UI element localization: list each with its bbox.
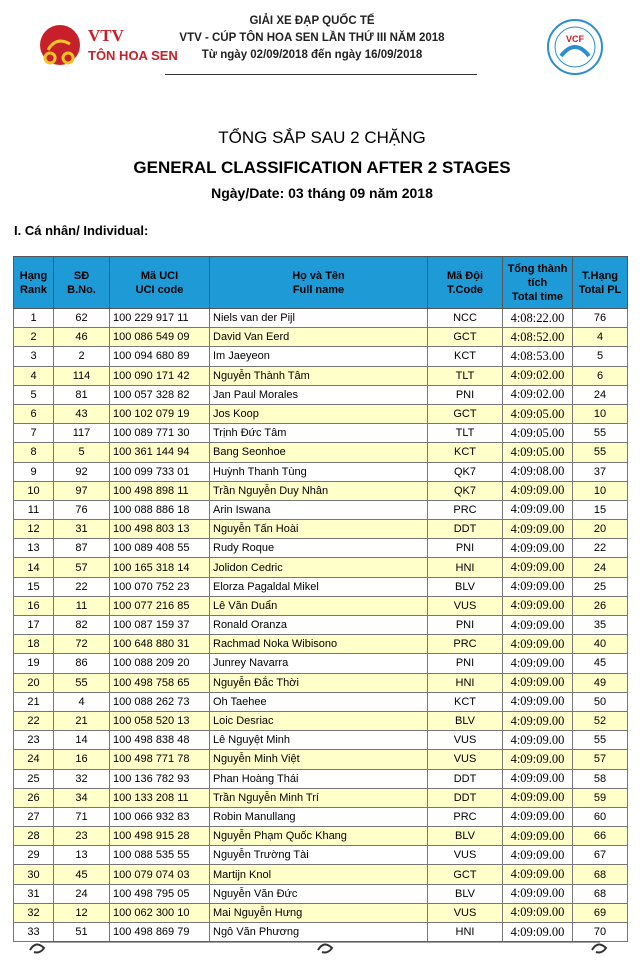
cyclist-mark-icon	[592, 944, 606, 952]
cell-team: VUS	[428, 596, 503, 615]
footer-decoration	[0, 932, 644, 960]
cell-time: 4:09:09.00	[503, 807, 573, 826]
cell-time: 4:09:02.00	[503, 385, 573, 404]
cell-name: Rachmad Noka Wibisono	[210, 635, 428, 654]
cyclist-mark-icon	[318, 944, 332, 952]
table-row	[14, 750, 628, 769]
cell-team: GCT	[428, 404, 503, 423]
cell-team: VUS	[428, 846, 503, 865]
cell-name: David Van Eerd	[210, 328, 428, 347]
cell-total-pl: 45	[573, 654, 628, 673]
cell-uci-code: 100 079 074 03	[110, 865, 210, 884]
cell-rank: 13	[14, 539, 54, 558]
cell-name: Nguyễn Tấn Hoài	[210, 520, 428, 539]
cell-bib: 87	[54, 539, 110, 558]
title-english: GENERAL CLASSIFICATION AFTER 2 STAGES	[133, 158, 511, 177]
cell-name: Nguyễn Trường Tài	[210, 846, 428, 865]
cell-name: Trần Nguyễn Duy Nhân	[210, 481, 428, 500]
cell-total-pl: 26	[573, 596, 628, 615]
cell-time: 4:09:02.00	[503, 366, 573, 385]
table-row	[14, 500, 628, 519]
table-row	[14, 654, 628, 673]
cell-name: Jolidon Cedric	[210, 558, 428, 577]
cell-rank: 21	[14, 692, 54, 711]
table-row	[14, 884, 628, 903]
cell-bib: 81	[54, 385, 110, 404]
cell-rank: 31	[14, 884, 54, 903]
cell-uci-code: 100 133 208 11	[110, 788, 210, 807]
cell-total-pl: 67	[573, 846, 628, 865]
cell-team: PRC	[428, 635, 503, 654]
cell-bib: 46	[54, 328, 110, 347]
cell-time: 4:09:09.00	[503, 903, 573, 922]
cell-name: Nguyễn Văn Đức	[210, 884, 428, 903]
cell-time: 4:09:09.00	[503, 923, 573, 942]
cell-bib: 57	[54, 558, 110, 577]
cell-name: Arin Iswana	[210, 500, 428, 519]
cell-name: Jos Koop	[210, 404, 428, 423]
cell-time: 4:09:05.00	[503, 424, 573, 443]
cell-total-pl: 76	[573, 309, 628, 328]
cell-team: PNI	[428, 539, 503, 558]
cell-rank: 29	[14, 846, 54, 865]
cell-uci-code: 100 070 752 23	[110, 577, 210, 596]
cell-name: Phan Hoàng Thái	[210, 769, 428, 788]
cell-uci-code: 100 088 535 55	[110, 846, 210, 865]
cell-time: 4:09:09.00	[503, 520, 573, 539]
cell-name: Martijn Knol	[210, 865, 428, 884]
cell-time: 4:09:08.00	[503, 462, 573, 481]
cell-team: VUS	[428, 731, 503, 750]
cell-time: 4:09:09.00	[503, 884, 573, 903]
table-row	[14, 692, 628, 711]
cell-rank: 25	[14, 769, 54, 788]
cell-uci-code: 100 057 328 82	[110, 385, 210, 404]
table-row	[14, 539, 628, 558]
cell-total-pl: 10	[573, 404, 628, 423]
cell-total-pl: 66	[573, 827, 628, 846]
table-row	[14, 558, 628, 577]
cell-bib: 23	[54, 827, 110, 846]
cell-uci-code: 100 498 915 28	[110, 827, 210, 846]
table-row	[14, 731, 628, 750]
cell-rank: 19	[14, 654, 54, 673]
cell-uci-code: 100 229 917 11	[110, 309, 210, 328]
cell-rank: 32	[14, 903, 54, 922]
cell-uci-code: 100 086 549 09	[110, 328, 210, 347]
logo-brand-top: VTV	[88, 26, 124, 45]
event-header-line2: VTV - CÚP TÔN HOA SEN LẦN THỨ III NĂM 2018	[179, 32, 445, 44]
cell-total-pl: 60	[573, 807, 628, 826]
cell-name: Nguyễn Minh Việt	[210, 750, 428, 769]
cell-uci-code: 100 361 144 94	[110, 443, 210, 462]
cell-rank: 27	[14, 807, 54, 826]
cell-rank: 10	[14, 481, 54, 500]
cell-team: TLT	[428, 424, 503, 443]
cell-uci-code: 100 090 171 42	[110, 366, 210, 385]
cell-name: Ngô Văn Phương	[210, 923, 428, 942]
cell-team: NCC	[428, 309, 503, 328]
cell-name: Junrey Navarra	[210, 654, 428, 673]
cell-team: PNI	[428, 654, 503, 673]
cell-bib: 16	[54, 750, 110, 769]
table-row	[14, 635, 628, 654]
cell-rank: 6	[14, 404, 54, 423]
cell-team: PNI	[428, 616, 503, 635]
cell-bib: 45	[54, 865, 110, 884]
event-header-line1: GIẢI XE ĐẠP QUỐC TẾ	[249, 15, 375, 27]
cell-team: KCT	[428, 692, 503, 711]
cell-team: QK7	[428, 462, 503, 481]
table-row	[14, 347, 628, 366]
cell-rank: 16	[14, 596, 54, 615]
cell-team: DDT	[428, 520, 503, 539]
cell-time: 4:09:09.00	[503, 865, 573, 884]
col-total-pl: T.Hạng Total PL	[573, 257, 628, 309]
cell-time: 4:09:09.00	[503, 731, 573, 750]
cell-total-pl: 25	[573, 577, 628, 596]
cell-rank: 5	[14, 385, 54, 404]
cell-rank: 28	[14, 827, 54, 846]
cell-name: Im Jaeyeon	[210, 347, 428, 366]
table-row	[14, 769, 628, 788]
cell-uci-code: 100 066 932 83	[110, 807, 210, 826]
cell-rank: 24	[14, 750, 54, 769]
cell-bib: 11	[54, 596, 110, 615]
table-row	[14, 443, 628, 462]
cell-time: 4:09:09.00	[503, 673, 573, 692]
cell-uci-code: 100 088 886 18	[110, 500, 210, 519]
cell-team: HNI	[428, 558, 503, 577]
cell-uci-code: 100 077 216 85	[110, 596, 210, 615]
cell-name: Jan Paul Morales	[210, 385, 428, 404]
cyclist-mark-icon	[30, 944, 44, 952]
cell-total-pl: 22	[573, 539, 628, 558]
cell-time: 4:09:09.00	[503, 539, 573, 558]
cell-team: BLV	[428, 577, 503, 596]
vtv-ton-hoa-sen-logo	[38, 20, 183, 70]
cell-total-pl: 59	[573, 788, 628, 807]
cell-bib: 14	[54, 731, 110, 750]
cell-team: DDT	[428, 788, 503, 807]
cell-name: Oh Taehee	[210, 692, 428, 711]
cell-rank: 4	[14, 366, 54, 385]
section-label: I. Cá nhân/ Individual:	[14, 223, 149, 238]
cell-rank: 11	[14, 500, 54, 519]
cell-uci-code: 100 498 771 78	[110, 750, 210, 769]
cell-rank: 23	[14, 731, 54, 750]
cell-team: QK7	[428, 481, 503, 500]
cell-bib: 32	[54, 769, 110, 788]
cell-uci-code: 100 136 782 93	[110, 769, 210, 788]
cell-time: 4:09:09.00	[503, 596, 573, 615]
cell-bib: 82	[54, 616, 110, 635]
cell-name: Bang Seonhoe	[210, 443, 428, 462]
cell-time: 4:09:05.00	[503, 404, 573, 423]
cell-time: 4:09:09.00	[503, 692, 573, 711]
cell-rank: 30	[14, 865, 54, 884]
cell-time: 4:09:09.00	[503, 846, 573, 865]
cell-uci-code: 100 498 869 79	[110, 923, 210, 942]
cell-team: BLV	[428, 711, 503, 730]
cell-total-pl: 52	[573, 711, 628, 730]
cell-total-pl: 40	[573, 635, 628, 654]
cell-uci-code: 100 498 758 65	[110, 673, 210, 692]
cell-total-pl: 50	[573, 692, 628, 711]
cell-time: 4:09:09.00	[503, 788, 573, 807]
table-body	[14, 309, 628, 942]
table-row	[14, 328, 628, 347]
cell-bib: 34	[54, 788, 110, 807]
cell-total-pl: 35	[573, 616, 628, 635]
table-row	[14, 788, 628, 807]
cell-rank: 18	[14, 635, 54, 654]
cell-bib: 5	[54, 443, 110, 462]
cell-name: Niels van der Pijl	[210, 309, 428, 328]
cell-name: Lê Nguyệt Minh	[210, 731, 428, 750]
cell-time: 4:09:09.00	[503, 827, 573, 846]
table-row	[14, 846, 628, 865]
cell-time: 4:09:09.00	[503, 769, 573, 788]
cell-bib: 114	[54, 366, 110, 385]
cell-bib: 117	[54, 424, 110, 443]
cell-total-pl: 68	[573, 884, 628, 903]
cell-bib: 97	[54, 481, 110, 500]
cell-bib: 21	[54, 711, 110, 730]
table-row	[14, 577, 628, 596]
cell-team: PNI	[428, 385, 503, 404]
cell-bib: 86	[54, 654, 110, 673]
cell-bib: 31	[54, 520, 110, 539]
table-row	[14, 462, 628, 481]
cell-team: PRC	[428, 500, 503, 519]
cell-bib: 51	[54, 923, 110, 942]
cell-uci-code: 100 087 159 37	[110, 616, 210, 635]
cell-rank: 22	[14, 711, 54, 730]
col-bib-number: SĐ B.No.	[54, 257, 110, 309]
cell-uci-code: 100 089 408 55	[110, 539, 210, 558]
cell-time: 4:09:09.00	[503, 577, 573, 596]
cell-name: Mai Nguyễn Hưng	[210, 903, 428, 922]
cell-team: HNI	[428, 923, 503, 942]
cell-team: BLV	[428, 827, 503, 846]
cell-bib: 12	[54, 903, 110, 922]
cell-total-pl: 5	[573, 347, 628, 366]
cell-uci-code: 100 165 318 14	[110, 558, 210, 577]
cell-uci-code: 100 648 880 31	[110, 635, 210, 654]
cell-name: Ronald Oranza	[210, 616, 428, 635]
classification-table	[13, 256, 628, 942]
cell-time: 4:09:09.00	[503, 711, 573, 730]
cell-rank: 33	[14, 923, 54, 942]
cell-uci-code: 100 088 262 73	[110, 692, 210, 711]
cell-rank: 20	[14, 673, 54, 692]
cell-bib: 22	[54, 577, 110, 596]
cell-time: 4:09:09.00	[503, 558, 573, 577]
cell-time: 4:09:09.00	[503, 635, 573, 654]
cell-bib: 71	[54, 807, 110, 826]
cell-rank: 12	[14, 520, 54, 539]
cell-bib: 24	[54, 884, 110, 903]
cell-rank: 8	[14, 443, 54, 462]
cell-team: VUS	[428, 903, 503, 922]
col-team-code: Mã Đội T.Code	[428, 257, 503, 309]
cell-rank: 15	[14, 577, 54, 596]
cell-team: KCT	[428, 347, 503, 366]
cell-team: VUS	[428, 750, 503, 769]
cell-uci-code: 100 498 803 13	[110, 520, 210, 539]
cell-uci-code: 100 062 300 10	[110, 903, 210, 922]
col-rank: Hạng Rank	[14, 257, 54, 309]
cell-total-pl: 68	[573, 865, 628, 884]
cell-team: GCT	[428, 328, 503, 347]
cell-team: HNI	[428, 673, 503, 692]
title-vietnamese: TỔNG SẮP SAU 2 CHẶNG	[218, 128, 426, 147]
cell-rank: 17	[14, 616, 54, 635]
cell-total-pl: 55	[573, 731, 628, 750]
cell-bib: 4	[54, 692, 110, 711]
table-row	[14, 520, 628, 539]
cell-name: Lê Văn Duẩn	[210, 596, 428, 615]
cell-total-pl: 49	[573, 673, 628, 692]
cell-name: Nguyễn Thành Tâm	[210, 366, 428, 385]
cell-total-pl: 15	[573, 500, 628, 519]
table-row	[14, 424, 628, 443]
cell-bib: 55	[54, 673, 110, 692]
cell-name: Nguyễn Đắc Thời	[210, 673, 428, 692]
cell-name: Elorza Pagaldal Mikel	[210, 577, 428, 596]
cell-rank: 1	[14, 309, 54, 328]
table-header-row	[14, 257, 628, 309]
cell-team: GCT	[428, 865, 503, 884]
cell-total-pl: 55	[573, 443, 628, 462]
cell-uci-code: 100 058 520 13	[110, 711, 210, 730]
cell-team: TLT	[428, 366, 503, 385]
cell-uci-code: 100 102 079 19	[110, 404, 210, 423]
cell-rank: 2	[14, 328, 54, 347]
cell-time: 4:09:09.00	[503, 750, 573, 769]
cell-rank: 26	[14, 788, 54, 807]
cell-bib: 2	[54, 347, 110, 366]
cell-total-pl: 20	[573, 520, 628, 539]
cell-team: KCT	[428, 443, 503, 462]
cell-uci-code: 100 498 795 05	[110, 884, 210, 903]
cell-name: Loic Desriac	[210, 711, 428, 730]
cell-team: DDT	[428, 769, 503, 788]
cell-total-pl: 4	[573, 328, 628, 347]
cell-bib: 92	[54, 462, 110, 481]
col-uci-code: Mã UCI UCI code	[110, 257, 210, 309]
table-row	[14, 404, 628, 423]
cell-name: Huỳnh Thanh Tùng	[210, 462, 428, 481]
cell-total-pl: 6	[573, 366, 628, 385]
cell-team: PRC	[428, 807, 503, 826]
table-row	[14, 827, 628, 846]
table-row	[14, 385, 628, 404]
cell-time: 4:08:22.00	[503, 309, 573, 328]
table-row	[14, 865, 628, 884]
table-row	[14, 309, 628, 328]
cell-time: 4:09:05.00	[503, 443, 573, 462]
table-row	[14, 616, 628, 635]
table-row	[14, 596, 628, 615]
cell-team: BLV	[428, 884, 503, 903]
cell-time: 4:08:52.00	[503, 328, 573, 347]
cell-bib: 43	[54, 404, 110, 423]
cell-bib: 76	[54, 500, 110, 519]
cell-uci-code: 100 094 680 89	[110, 347, 210, 366]
cell-total-pl: 58	[573, 769, 628, 788]
cell-uci-code: 100 089 771 30	[110, 424, 210, 443]
cell-uci-code: 100 498 898 11	[110, 481, 210, 500]
cell-total-pl: 57	[573, 750, 628, 769]
table-row	[14, 481, 628, 500]
cell-time: 4:09:09.00	[503, 616, 573, 635]
cell-total-pl: 24	[573, 385, 628, 404]
cell-total-pl: 10	[573, 481, 628, 500]
cell-rank: 7	[14, 424, 54, 443]
cell-name: Trịnh Đức Tâm	[210, 424, 428, 443]
cell-time: 4:09:09.00	[503, 654, 573, 673]
cell-bib: 72	[54, 635, 110, 654]
table-row	[14, 673, 628, 692]
cell-bib: 62	[54, 309, 110, 328]
header-divider	[165, 74, 477, 75]
cell-time: 4:09:09.00	[503, 500, 573, 519]
cell-total-pl: 55	[573, 424, 628, 443]
event-header-line3: Từ ngày 02/09/2018 đến ngày 16/09/2018	[201, 49, 423, 61]
classification-date: Ngày/Date: 03 tháng 09 năm 2018	[211, 185, 433, 201]
table-row	[14, 711, 628, 730]
cell-total-pl: 70	[573, 923, 628, 942]
table-row	[14, 807, 628, 826]
cell-rank: 9	[14, 462, 54, 481]
table-row	[14, 903, 628, 922]
cell-total-pl: 69	[573, 903, 628, 922]
cell-total-pl: 37	[573, 462, 628, 481]
cell-rank: 3	[14, 347, 54, 366]
cell-uci-code: 100 099 733 01	[110, 462, 210, 481]
cell-name: Rudy Roque	[210, 539, 428, 558]
cell-uci-code: 100 088 209 20	[110, 654, 210, 673]
cell-total-pl: 24	[573, 558, 628, 577]
logo-brand-bottom: TÔN HOA SEN	[88, 48, 178, 63]
col-total-time: Tổng thành tích Total time	[503, 257, 573, 309]
col-full-name: Họ và Tên Full name	[210, 257, 428, 309]
table-row	[14, 366, 628, 385]
cell-rank: 14	[14, 558, 54, 577]
cell-uci-code: 100 498 838 48	[110, 731, 210, 750]
cell-bib: 13	[54, 846, 110, 865]
cell-name: Nguyễn Phạm Quốc Khang	[210, 827, 428, 846]
cell-time: 4:09:09.00	[503, 481, 573, 500]
logo-badge-text: VCF	[566, 34, 584, 44]
cell-time: 4:08:53.00	[503, 347, 573, 366]
cell-name: Robin Manullang	[210, 807, 428, 826]
cell-name: Trần Nguyễn Minh Trí	[210, 788, 428, 807]
